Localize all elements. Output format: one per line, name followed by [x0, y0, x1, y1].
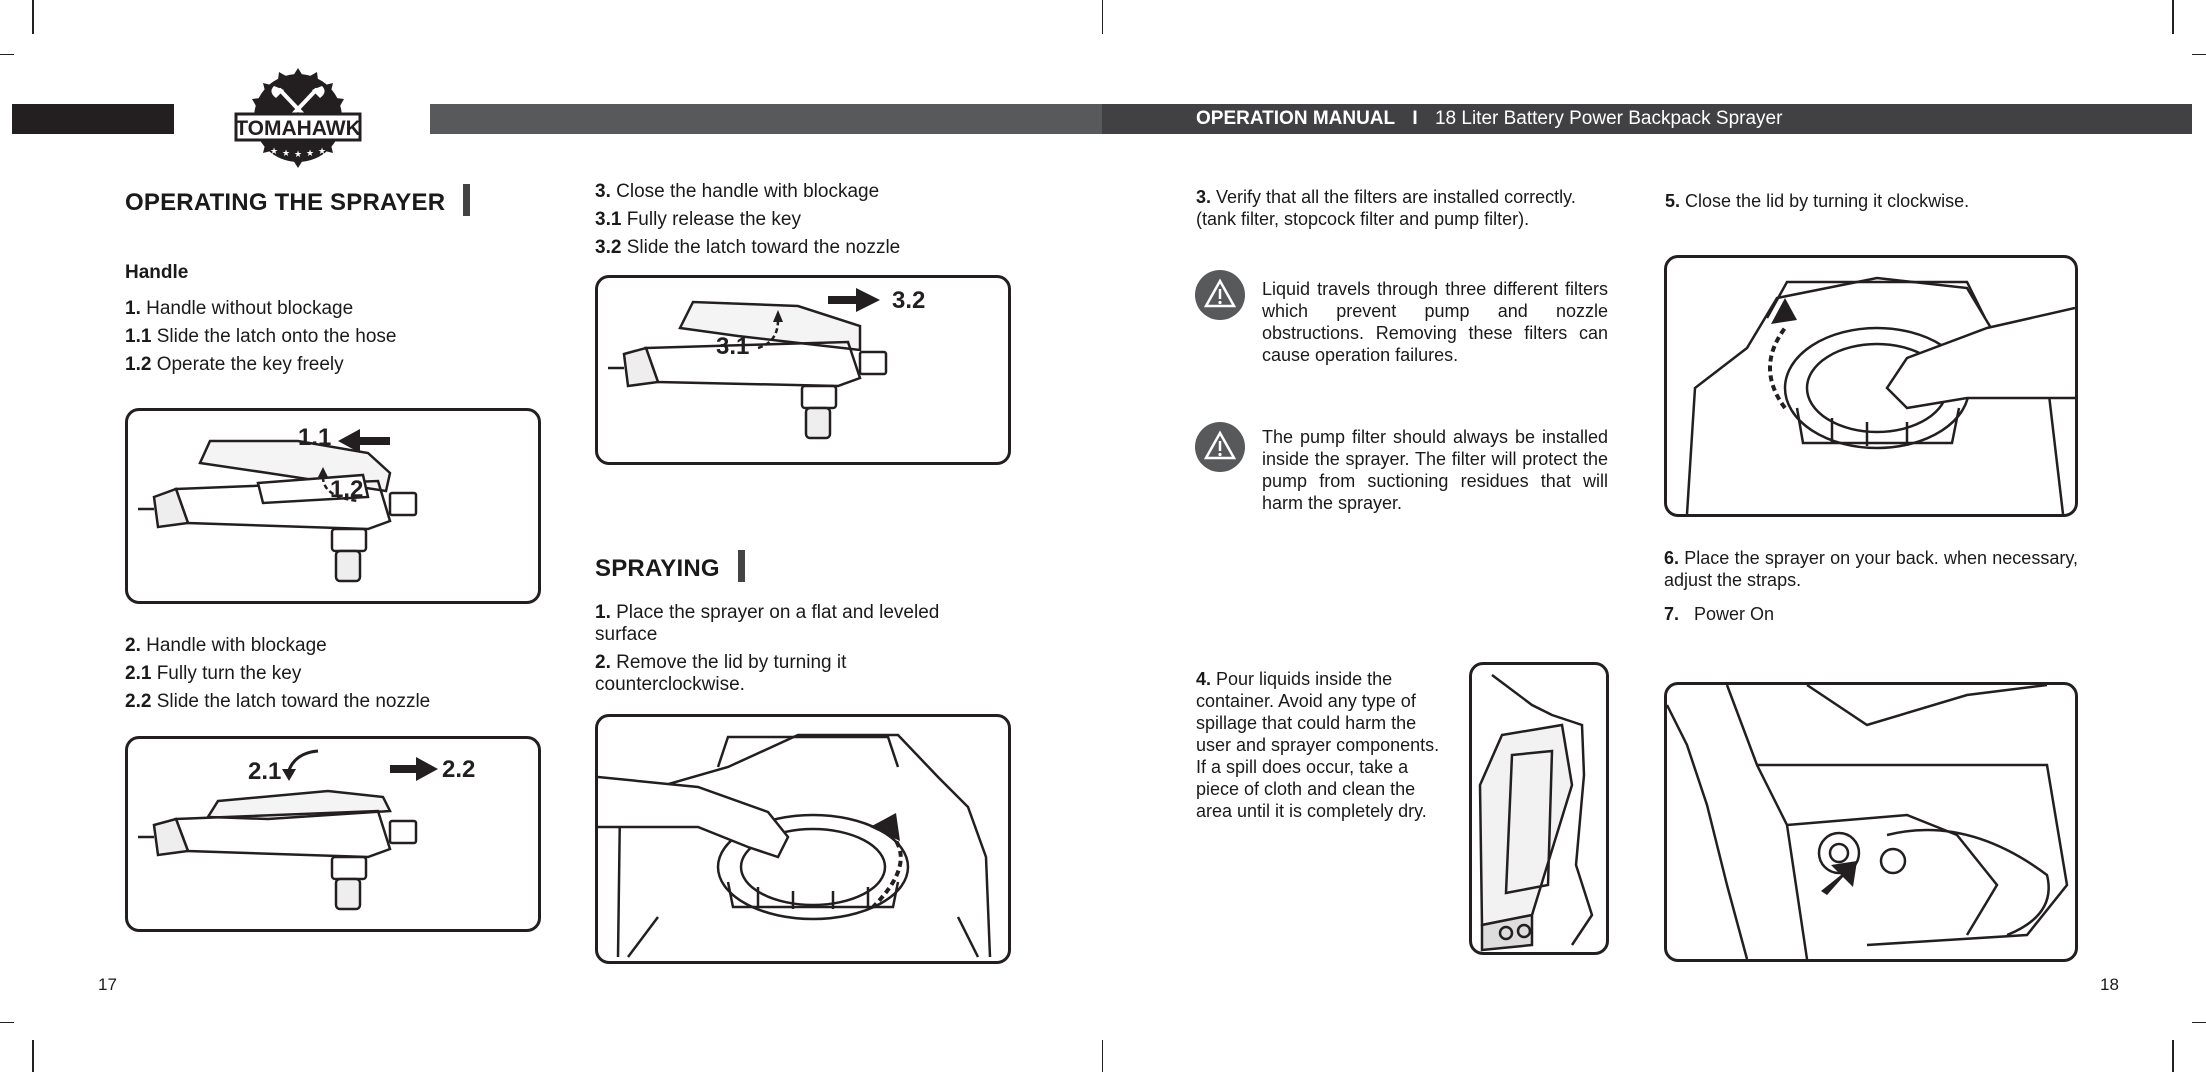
step-text: Slide the latch toward the nozzle [621, 237, 901, 258]
callout-3-2: 3.2 [892, 287, 926, 314]
crop-mark [1102, 1040, 1103, 1072]
step-number: 1. [125, 298, 141, 319]
operating-title [125, 184, 470, 217]
step-7-power-on [1664, 603, 1774, 625]
logo-text: TOMAHAWK [235, 117, 361, 140]
crop-mark [0, 1022, 14, 1023]
svg-text:★: ★ [306, 148, 315, 158]
header-title [1196, 108, 1782, 130]
svg-text:★: ★ [318, 146, 327, 156]
step-number: 1.1 [125, 326, 152, 347]
operating-title-text: OPERATING THE SPRAYER [125, 189, 446, 216]
step-text: Verify that all the filters are installed correctly. (tank filter, stopcock filter and pump filter). [1196, 187, 1576, 229]
step-5-close-lid [1665, 190, 2075, 212]
steps-list-c [595, 178, 900, 262]
step-3-verify-filters [1196, 186, 1608, 230]
step-number: 2. [125, 635, 141, 656]
step-number: 1. [595, 602, 611, 623]
handle-heading: Handle [125, 262, 189, 283]
step-number: 3.2 [595, 237, 622, 258]
crop-mark [2172, 1040, 2174, 1072]
crop-mark [2192, 54, 2206, 55]
list-item [595, 178, 900, 206]
arrow-right-icon [828, 288, 880, 312]
arrow-down-icon [282, 769, 296, 781]
svg-text:★: ★ [282, 148, 291, 158]
list-item [595, 206, 900, 234]
step-number: 1.2 [125, 354, 152, 375]
header-separator: I [1412, 108, 1418, 129]
step-number: 4. [1196, 669, 1212, 689]
page-number-right: 18 [2100, 975, 2119, 994]
figure-close-lid [1664, 255, 2078, 517]
figure-power-on [1664, 682, 2078, 962]
step-4-pour-liquids [1196, 668, 1440, 822]
title-bar [463, 184, 470, 216]
step-text: Close the lid by turning it clockwise. [1685, 191, 1970, 211]
crop-mark [2172, 0, 2174, 34]
step-text: Close the handle with blockage [610, 181, 880, 202]
step-text: Handle without blockage [140, 298, 354, 319]
step-text: Handle with blockage [140, 635, 327, 656]
step-number: 7. [1664, 604, 1680, 624]
figure-close-handle [595, 275, 1011, 465]
title-bar [738, 550, 745, 582]
crop-mark [32, 0, 34, 34]
figure-pour-liquids [1469, 662, 1609, 955]
list-item [595, 652, 975, 696]
header-bar-left [12, 104, 174, 134]
spray-steps [595, 602, 975, 696]
step-text: Remove the lid by turning it counterclockwise. [595, 652, 847, 695]
step-text: Operate the key freely [151, 354, 344, 375]
warning-text-filters: Liquid travels through three different filters which prevent pump and nozzle obstructions. Removing these filters can cause operation failures. [1262, 279, 1608, 365]
svg-text:★: ★ [270, 146, 279, 156]
step-number: 5. [1665, 191, 1681, 211]
figure-handle-with-blockage [125, 736, 541, 932]
callout-1-1: 1.1 [298, 424, 332, 451]
warning-icon [1195, 422, 1245, 472]
tomahawk-logo [228, 66, 368, 172]
spraying-title [595, 550, 745, 583]
step-number: 3. [1196, 187, 1212, 207]
step-text: Pour liquids inside the container. Avoid any type of spillage that could harm the user and sprayer components. If a spill does occur, take a piece of cloth and clean the area until it is completely dry. [1196, 669, 1440, 821]
step-number: 6. [1664, 548, 1680, 568]
figure-remove-lid [595, 714, 1011, 964]
step-6-place-sprayer [1664, 547, 2078, 591]
callout-2-2: 2.2 [442, 756, 476, 783]
spraying-title-text: SPRAYING [595, 555, 720, 582]
step-text: Place the sprayer on your back. when necessary, adjust the straps. [1664, 548, 2078, 590]
list-item [595, 602, 975, 646]
steps-list-a [125, 295, 396, 379]
step-text: Slide the latch onto the hose [151, 326, 397, 347]
crop-mark [32, 1040, 34, 1072]
step-number: 3. [595, 181, 611, 202]
page-number-left: 17 [98, 975, 117, 994]
list-item [125, 351, 396, 379]
warning-icon [1195, 270, 1245, 320]
step-text: Fully release the key [621, 209, 801, 230]
step-text: Fully turn the key [151, 663, 302, 684]
list-item [125, 295, 396, 323]
figure-handle-without-blockage [125, 408, 541, 604]
list-item [125, 660, 430, 688]
list-item [595, 234, 900, 262]
step-text: Power On [1694, 604, 1775, 624]
svg-text:★: ★ [294, 149, 303, 159]
product-name: 18 Liter Battery Power Backpack Sprayer [1434, 108, 1783, 129]
warning-text-pump-filter: The pump filter should always be installed inside the sprayer. The filter will protect the pump from suctioning residues that will harm the sprayer. [1262, 427, 1608, 513]
step-text: Place the sprayer on a flat and leveled surface [595, 602, 940, 645]
crop-mark [0, 54, 14, 55]
list-item [125, 632, 430, 660]
steps-list-b [125, 632, 430, 716]
arrow-right-icon [390, 757, 438, 781]
step-number: 3.1 [595, 209, 622, 230]
manual-label: OPERATION MANUAL [1196, 108, 1396, 129]
callout-2-1: 2.1 [248, 758, 282, 785]
list-item [125, 688, 430, 716]
callout-1-2: 1.2 [330, 476, 364, 503]
list-item [125, 323, 396, 351]
step-number: 2.1 [125, 663, 152, 684]
step-text: Slide the latch toward the nozzle [151, 691, 431, 712]
step-number: 2.2 [125, 691, 152, 712]
step-number: 2. [595, 652, 611, 673]
crop-mark [1102, 0, 1103, 34]
crop-mark [2192, 1022, 2206, 1023]
callout-3-1: 3.1 [716, 333, 750, 360]
